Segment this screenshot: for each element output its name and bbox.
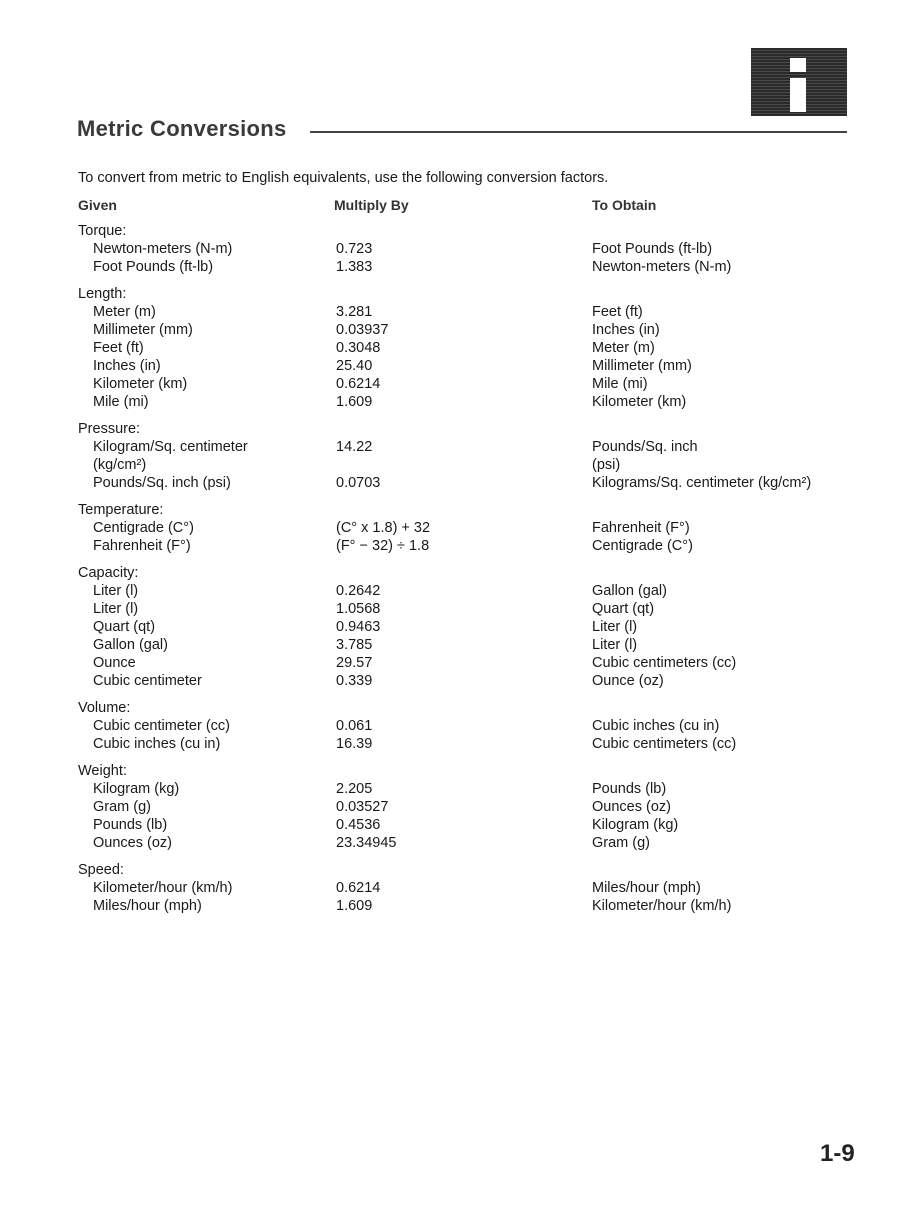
conversion-row bbox=[0, 438, 912, 456]
cell-given: Gallon (gal) bbox=[93, 637, 168, 653]
conversion-row bbox=[0, 816, 912, 834]
cell-multiply: 23.34945 bbox=[336, 835, 397, 851]
conversion-row bbox=[0, 240, 912, 258]
cell-given: Miles/hour (mph) bbox=[93, 898, 202, 914]
cell-multiply: 3.281 bbox=[336, 304, 373, 320]
cell-multiply: 25.40 bbox=[336, 358, 373, 374]
conversion-row bbox=[0, 798, 912, 816]
cell-given: Feet (ft) bbox=[93, 340, 144, 356]
conversion-row bbox=[0, 474, 912, 492]
cell-obtain: Gallon (gal) bbox=[592, 583, 667, 599]
conversion-row bbox=[0, 303, 912, 321]
cell-multiply: 0.9463 bbox=[336, 619, 381, 635]
cell-multiply: 1.383 bbox=[336, 259, 373, 275]
cell-given: Gram (g) bbox=[93, 799, 151, 815]
cell-multiply: 0.2642 bbox=[336, 583, 381, 599]
conversion-row bbox=[0, 654, 912, 672]
conversion-row bbox=[0, 456, 912, 474]
cell-multiply: 0.723 bbox=[336, 241, 373, 257]
conversion-table bbox=[0, 222, 912, 924]
cell-given: Quart (qt) bbox=[93, 619, 156, 635]
conversion-row bbox=[0, 600, 912, 618]
cell-obtain: Mile (mi) bbox=[592, 376, 648, 392]
cell-given: Kilogram/Sq. centimeter bbox=[93, 439, 248, 455]
cell-multiply: 1.609 bbox=[336, 394, 373, 410]
cell-obtain: Kilometer/hour (km/h) bbox=[592, 898, 732, 914]
cell-obtain: Miles/hour (mph) bbox=[592, 880, 701, 896]
cell-multiply: 0.03937 bbox=[336, 322, 389, 338]
cell-multiply: 1.0568 bbox=[336, 601, 381, 617]
cell-obtain: Cubic inches (cu in) bbox=[592, 718, 720, 734]
info-section-tab-icon bbox=[751, 48, 847, 116]
conversion-row bbox=[0, 717, 912, 735]
cell-obtain: Kilometer (km) bbox=[592, 394, 687, 410]
section-label: Pressure: bbox=[78, 421, 141, 437]
cell-multiply: 29.57 bbox=[336, 655, 373, 671]
cell-given: Cubic centimeter (cc) bbox=[93, 718, 230, 734]
conversion-section bbox=[0, 420, 912, 492]
conversion-row bbox=[0, 357, 912, 375]
cell-multiply: 14.22 bbox=[336, 439, 373, 455]
cell-given: Cubic centimeter bbox=[93, 673, 202, 689]
cell-obtain: Newton-meters (N-m) bbox=[592, 259, 732, 275]
section-label: Capacity: bbox=[78, 565, 139, 581]
info-i-dot bbox=[790, 58, 806, 72]
conversion-row bbox=[0, 537, 912, 555]
cell-given: Kilometer/hour (km/h) bbox=[93, 880, 233, 896]
conversion-row bbox=[0, 834, 912, 852]
cell-obtain: Pounds/Sq. inch bbox=[592, 439, 698, 455]
cell-given: Inches (in) bbox=[93, 358, 161, 374]
cell-given: Foot Pounds (ft-lb) bbox=[93, 259, 214, 275]
conversion-row bbox=[0, 897, 912, 915]
cell-obtain: Cubic centimeters (cc) bbox=[592, 736, 737, 752]
section-label: Temperature: bbox=[78, 502, 164, 518]
cell-multiply: 0.0703 bbox=[336, 475, 381, 491]
conversion-section bbox=[0, 762, 912, 852]
cell-obtain: Kilogram (kg) bbox=[592, 817, 679, 833]
cell-multiply: 2.205 bbox=[336, 781, 373, 797]
section-label: Torque: bbox=[78, 223, 127, 239]
cell-obtain: Ounce (oz) bbox=[592, 673, 664, 689]
cell-given: Cubic inches (cu in) bbox=[93, 736, 221, 752]
conversion-section bbox=[0, 285, 912, 411]
conversion-section bbox=[0, 861, 912, 915]
cell-obtain: Fahrenheit (F°) bbox=[592, 520, 690, 536]
conversion-section bbox=[0, 699, 912, 753]
cell-given: Ounce bbox=[93, 655, 136, 671]
cell-given: Centigrade (C°) bbox=[93, 520, 194, 536]
section-label: Volume: bbox=[78, 700, 131, 716]
conversion-row bbox=[0, 618, 912, 636]
cell-given: Pounds (lb) bbox=[93, 817, 168, 833]
cell-given: Kilometer (km) bbox=[93, 376, 188, 392]
column-header-given: Given bbox=[78, 197, 117, 213]
cell-obtain: Inches (in) bbox=[592, 322, 660, 338]
cell-obtain: Kilograms/Sq. centimeter (kg/cm²) bbox=[592, 475, 812, 491]
cell-obtain: Feet (ft) bbox=[592, 304, 643, 320]
cell-multiply: 0.6214 bbox=[336, 376, 381, 392]
section-label: Length: bbox=[78, 286, 127, 302]
conversion-row bbox=[0, 780, 912, 798]
cell-multiply: 16.39 bbox=[336, 736, 373, 752]
cell-multiply: 0.061 bbox=[336, 718, 373, 734]
title-rule bbox=[310, 131, 847, 133]
cell-given: Newton-meters (N-m) bbox=[93, 241, 233, 257]
cell-multiply: 1.609 bbox=[336, 898, 373, 914]
cell-obtain: Liter (l) bbox=[592, 637, 638, 653]
cell-multiply: (F° − 32) ÷ 1.8 bbox=[336, 538, 430, 554]
cell-obtain: Gram (g) bbox=[592, 835, 650, 851]
cell-given: Liter (l) bbox=[93, 583, 139, 599]
page-number: 1-9 bbox=[820, 1140, 855, 1167]
conversion-row bbox=[0, 321, 912, 339]
cell-multiply: 0.4536 bbox=[336, 817, 381, 833]
cell-multiply: 0.3048 bbox=[336, 340, 381, 356]
cell-multiply: 0.03527 bbox=[336, 799, 389, 815]
column-header-multiply: Multiply By bbox=[334, 197, 409, 213]
conversion-row bbox=[0, 636, 912, 654]
cell-given: Pounds/Sq. inch (psi) bbox=[93, 475, 231, 491]
cell-given: Ounces (oz) bbox=[93, 835, 172, 851]
conversion-row bbox=[0, 258, 912, 276]
cell-given: Meter (m) bbox=[93, 304, 156, 320]
cell-obtain: (psi) bbox=[592, 457, 621, 473]
column-header-obtain: To Obtain bbox=[592, 197, 657, 213]
cell-obtain: Ounces (oz) bbox=[592, 799, 671, 815]
cell-multiply: 0.339 bbox=[336, 673, 373, 689]
conversion-row bbox=[0, 339, 912, 357]
cell-multiply: 3.785 bbox=[336, 637, 373, 653]
conversion-row bbox=[0, 672, 912, 690]
cell-obtain: Pounds (lb) bbox=[592, 781, 667, 797]
section-label: Speed: bbox=[78, 862, 124, 878]
cell-obtain: Foot Pounds (ft-lb) bbox=[592, 241, 713, 257]
conversion-section bbox=[0, 501, 912, 555]
cell-given: Fahrenheit (F°) bbox=[93, 538, 191, 554]
cell-obtain: Meter (m) bbox=[592, 340, 655, 356]
cell-obtain: Quart (qt) bbox=[592, 601, 655, 617]
conversion-section bbox=[0, 564, 912, 690]
page-title: Metric Conversions bbox=[77, 116, 287, 141]
cell-given: Kilogram (kg) bbox=[93, 781, 180, 797]
cell-given: Millimeter (mm) bbox=[93, 322, 193, 338]
conversion-row bbox=[0, 879, 912, 897]
section-label: Weight: bbox=[78, 763, 127, 779]
conversion-section bbox=[0, 222, 912, 276]
cell-obtain: Cubic centimeters (cc) bbox=[592, 655, 737, 671]
cell-given: Liter (l) bbox=[93, 601, 139, 617]
conversion-row bbox=[0, 375, 912, 393]
cell-given: (kg/cm²) bbox=[93, 457, 147, 473]
conversion-row bbox=[0, 582, 912, 600]
cell-multiply: 0.6214 bbox=[336, 880, 381, 896]
cell-multiply: (C° x 1.8) + 32 bbox=[336, 520, 431, 536]
conversion-row bbox=[0, 735, 912, 753]
info-i-stem bbox=[790, 78, 806, 112]
conversion-row bbox=[0, 519, 912, 537]
conversion-row bbox=[0, 393, 912, 411]
cell-obtain: Millimeter (mm) bbox=[592, 358, 692, 374]
cell-obtain: Centigrade (C°) bbox=[592, 538, 693, 554]
cell-given: Mile (mi) bbox=[93, 394, 149, 410]
intro-text: To convert from metric to English equivalents, use the following conversion factors. bbox=[78, 170, 609, 186]
cell-obtain: Liter (l) bbox=[592, 619, 638, 635]
